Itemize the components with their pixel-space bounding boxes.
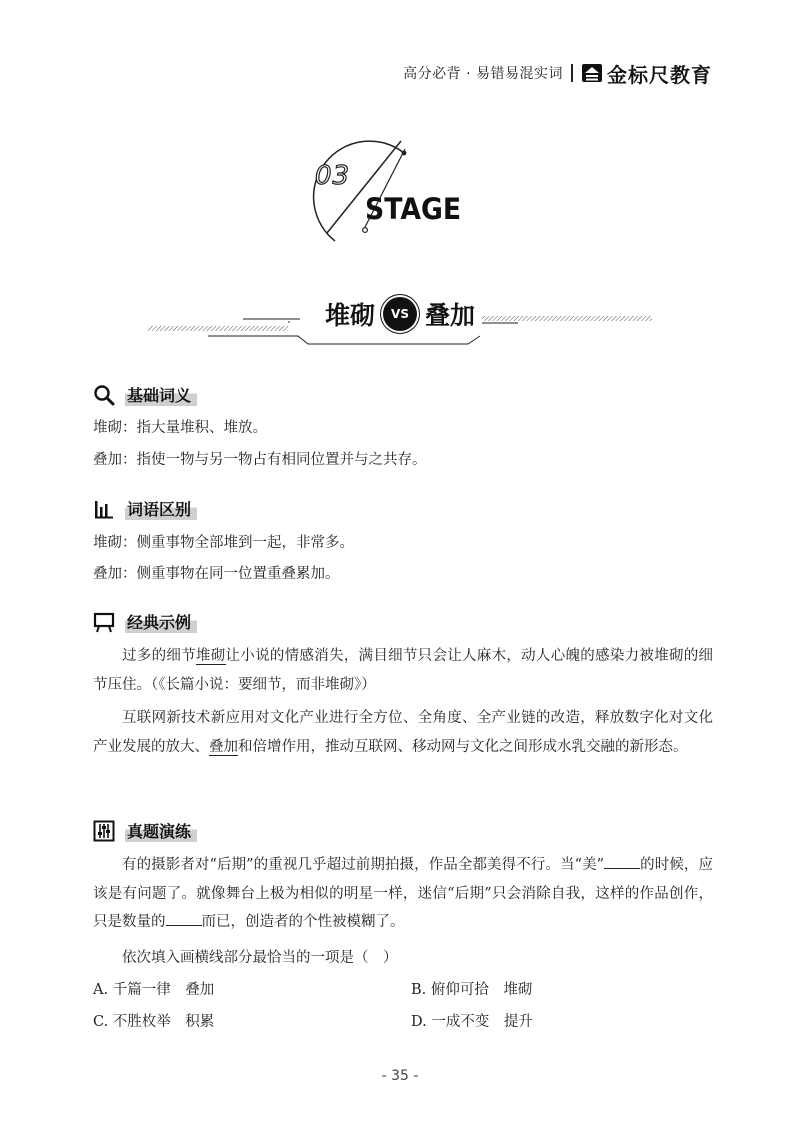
difference-line: 堆砌：侧重事物全部堆到一起，非常多。 — [93, 535, 354, 551]
option-a: A. 千篇一律 叠加 — [93, 982, 215, 998]
word-left: 堆砌 — [324, 301, 375, 330]
page-header — [403, 60, 712, 86]
page-number: - 35 - — [381, 1068, 419, 1084]
definition-line: 堆砌：指大量堆积、堆放。 — [93, 420, 267, 436]
difference-line: 叠加：侧重事物在同一位置重叠累加。 — [93, 566, 340, 582]
bar-chart-icon — [93, 498, 115, 520]
fill-blank — [166, 911, 202, 926]
option-c: C. 不胜枚举 积累 — [93, 1014, 215, 1030]
section-title: 词语区别 — [125, 496, 197, 522]
fill-blank — [604, 854, 640, 869]
section-examples — [93, 609, 197, 635]
exercise-prompt: 依次填入画横线部分最恰当的一项是（ ） — [122, 950, 398, 966]
header-subtitle: 高分必背 · 易错易混实词 — [403, 66, 563, 82]
example-paragraph-1: 过多的细节堆砌让小说的情感消失，满目细节只会让人麻木，动人心魄的感染力被堆砌的细节压住。（《长篇小说：要细节，而非堆砌》） — [93, 648, 714, 693]
sliders-icon — [93, 820, 115, 842]
keyword-underlined: 叠加 — [209, 738, 238, 755]
keyword-underlined: 堆砌 — [195, 648, 226, 664]
presentation-board-icon — [93, 611, 115, 633]
exercise-question: 有的摄影者对“后期”的重视几乎超过前期拍摄，作品全都美得不行。当“美” 的时候，应该是有问题了。就像舞台上极为相似的明星一样，迷信“后期”只会消除自我，这样的作品创作，只是数量的 而已，创造者的个性被模糊了。 — [93, 851, 713, 937]
stage-badge — [305, 135, 475, 255]
stage-number: 03 — [315, 161, 351, 191]
section-difference — [93, 496, 197, 522]
section-exercise — [93, 818, 197, 844]
word-pair-title — [148, 292, 652, 348]
section-title: 经典示例 — [125, 609, 197, 635]
example-paragraph-2: 互联网新技术新应用对文化产业进行全方位、全角度、全产业链的改造，释放数字化对文化产业发展的放大、叠加和倍增作用，推动互联网、移动网与文化之间形成水乳交融的新形态。 — [93, 710, 713, 755]
section-basic-meaning — [93, 382, 197, 408]
logo-mark-icon — [581, 62, 603, 84]
definition-line: 叠加：指使一物与另一物占有相同位置并与之共存。 — [93, 452, 427, 468]
option-d: D. 一成不变 提升 — [411, 1014, 533, 1030]
magnifier-icon — [93, 384, 115, 406]
section-title: 基础词义 — [125, 382, 197, 408]
brand-logo — [581, 59, 712, 88]
vs-badge: VS — [383, 297, 417, 331]
option-b: B. 俯仰可拾 堆砌 — [411, 982, 533, 998]
word-right: 叠加 — [425, 301, 476, 330]
section-title: 真题演练 — [125, 818, 197, 844]
brand-name: 金标尺教育 — [607, 62, 712, 87]
stage-label: STAGE — [365, 192, 462, 226]
header-divider — [571, 64, 573, 82]
